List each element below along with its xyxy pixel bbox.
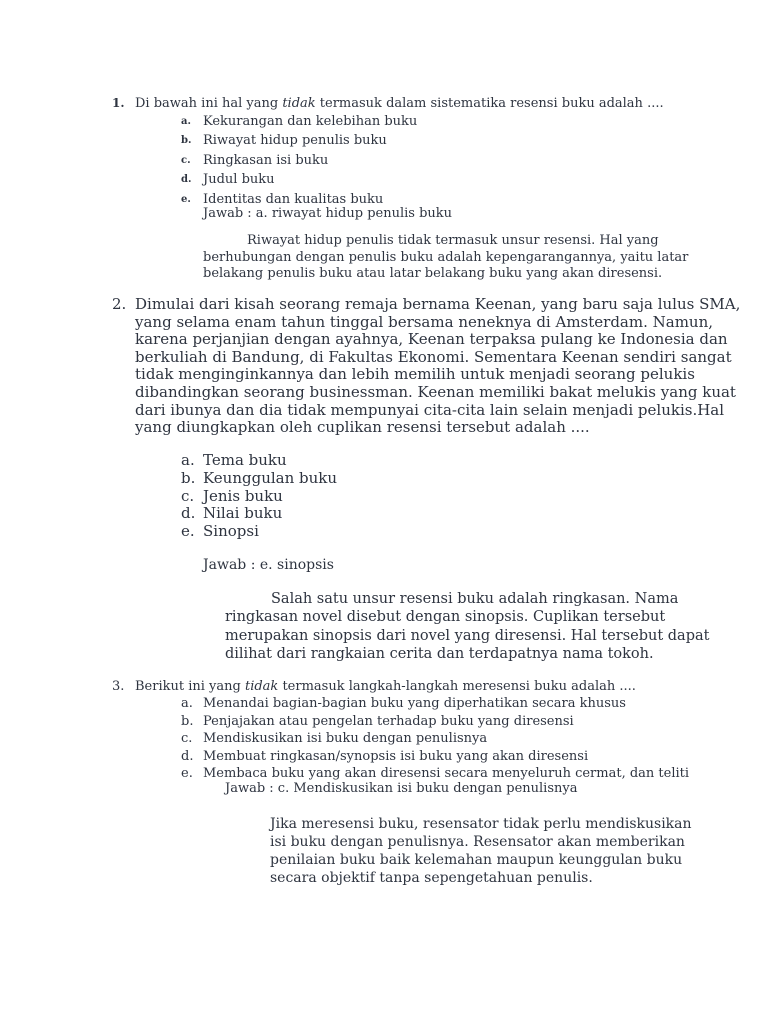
option-text: Penjajakan atau pengelan terhadap buku yang diresensi xyxy=(203,713,574,729)
option-text: Kekurangan dan kelebihan buku xyxy=(203,114,418,129)
question-1 xyxy=(112,94,708,113)
option-b xyxy=(181,131,417,150)
explanation-line: merupakan sinopsis dari novel yang diresensi. Hal tersebut dapat xyxy=(225,627,710,644)
question-3-options xyxy=(181,695,689,783)
option-a xyxy=(181,452,337,470)
question-line: yang diungkapkan oleh cuplikan resensi tersebut adalah .... xyxy=(135,418,590,437)
option-text: Sinopsi xyxy=(203,522,259,541)
option-text: Mendiskusikan isi buku dengan penulisnya xyxy=(203,731,488,747)
option-text: Ringkasan isi buku xyxy=(203,152,329,168)
option-e xyxy=(181,523,337,541)
question-line: Dimulai dari kisah seorang remaja bernama Keenan, yang baru saja lulus SMA, xyxy=(135,295,741,313)
option-text: Riwayat hidup penulis buku xyxy=(203,133,387,149)
option-text: Membuat ringkasan/synopsis isi buku yang akan diresensi xyxy=(203,748,589,764)
option-letter: a. xyxy=(181,696,193,711)
option-letter: b. xyxy=(181,713,194,729)
option-b xyxy=(181,713,689,731)
answer-1: Jawab : a. riwayat hidup penulis buku xyxy=(203,206,453,221)
question-text-part: Berikut ini yang xyxy=(135,679,245,694)
option-letter: a. xyxy=(181,116,191,127)
option-text: Judul buku xyxy=(203,172,275,188)
option-a xyxy=(181,112,417,131)
question-line: dibandingkan seorang businessman. Keenan memiliki bakat melukis yang kuat xyxy=(135,382,736,401)
option-letter: a. xyxy=(181,451,195,469)
question-line: yang selama enam tahun tinggal bersama neneknya di Amsterdam. Namun, xyxy=(135,312,714,331)
option-letter: e. xyxy=(181,522,195,541)
question-1-text xyxy=(112,94,708,113)
option-text: Identitas dan kualitas buku xyxy=(203,191,384,207)
option-d xyxy=(181,170,417,189)
question-line: tidak menginginkannya dan lebih memilih untuk menjadi seorang pelukis xyxy=(135,365,695,384)
question-line: berkuliah di Bandung, di Fakultas Ekonomi. Sementara Keenan sendiri sangat xyxy=(135,347,732,366)
explanation-line: belakang penulis buku atau latar belakang buku yang akan diresensi. xyxy=(203,266,663,281)
explanation-2 xyxy=(225,590,709,663)
explanation-line: Salah satu unsur resensi buku adalah ringkasan. Nama xyxy=(271,591,679,607)
question-2-options xyxy=(181,452,337,541)
explanation-line: secara objektif tanpa sepengetahuan penulis. xyxy=(270,870,593,886)
option-letter: c. xyxy=(181,731,193,747)
option-letter: d. xyxy=(181,174,192,186)
option-letter: c. xyxy=(181,486,195,505)
option-c xyxy=(181,730,689,748)
option-letter: e. xyxy=(181,193,191,205)
option-c xyxy=(181,151,417,170)
option-c xyxy=(181,488,337,506)
explanation-line: Riwayat hidup penulis tidak termasuk unsur resensi. Hal yang xyxy=(247,233,659,248)
option-d xyxy=(181,748,689,766)
option-letter: e. xyxy=(181,766,193,782)
explanation-3 xyxy=(270,815,692,887)
question-3 xyxy=(112,678,708,695)
explanation-line: berhubungan dengan penulis buku adalah kepengarangannya, yaitu latar xyxy=(203,249,689,265)
question-number: 2. xyxy=(112,295,127,313)
explanation-line: dilihat dari rangkaian cerita dan terdapatnya nama tokoh. xyxy=(225,645,654,662)
option-letter: b. xyxy=(181,135,192,147)
explanation-line: penilaian buku baik kelemahan maupun keunggulan buku xyxy=(270,852,683,868)
explanation-line: isi buku dengan penulisnya. Resensator akan memberikan xyxy=(270,834,685,850)
option-text: Menandai bagian-bagian buku yang diperhatikan secara khusus xyxy=(203,696,626,711)
answer-2: Jawab : e. sinopsis xyxy=(203,557,334,573)
option-b xyxy=(181,470,337,488)
option-d xyxy=(181,505,337,523)
question-number: 3. xyxy=(112,679,125,694)
answer-3: Jawab : c. Mendiskusikan isi buku dengan penulisnya xyxy=(225,781,578,796)
question-1-options xyxy=(181,112,417,209)
question-2-text xyxy=(112,295,741,437)
option-text: Nilai buku xyxy=(203,504,283,523)
question-line: karena perjanjian dengan ayahnya, Keenan terpaksa pulang ke Indonesia dan xyxy=(135,330,728,349)
question-line: dari ibunya dan dia tidak mempunyai cita-cita lain selain menjadi pelukis.Hal xyxy=(135,400,725,419)
question-text-part: termasuk dalam sistematika resensi buku adalah .... xyxy=(315,96,664,111)
option-letter: c. xyxy=(181,154,191,166)
option-letter: d. xyxy=(181,748,194,764)
option-letter: d. xyxy=(181,504,196,523)
option-text: Membaca buku yang akan diresensi secara menyeluruh cermat, dan teliti xyxy=(203,766,690,782)
question-3-text xyxy=(112,678,708,695)
question-2 xyxy=(112,295,741,437)
option-text: Tema buku xyxy=(203,451,287,469)
question-text-part: termasuk langkah-langkah meresensi buku adalah .... xyxy=(278,679,636,694)
question-emphasis: tidak xyxy=(244,679,279,694)
question-text-part: Di bawah ini hal yang xyxy=(135,96,283,111)
question-number: 1. xyxy=(112,96,125,110)
option-text: Keunggulan buku xyxy=(203,468,338,487)
option-letter: b. xyxy=(181,468,196,487)
explanation-line: ringkasan novel disebut dengan sinopsis. Cuplikan tersebut xyxy=(225,609,666,626)
question-emphasis: tidak xyxy=(282,96,316,111)
option-text: Jenis buku xyxy=(203,486,283,505)
explanation-1 xyxy=(203,233,688,283)
option-a xyxy=(181,695,689,713)
explanation-line: Jika meresensi buku, resensator tidak perlu mendiskusikan xyxy=(270,816,692,832)
